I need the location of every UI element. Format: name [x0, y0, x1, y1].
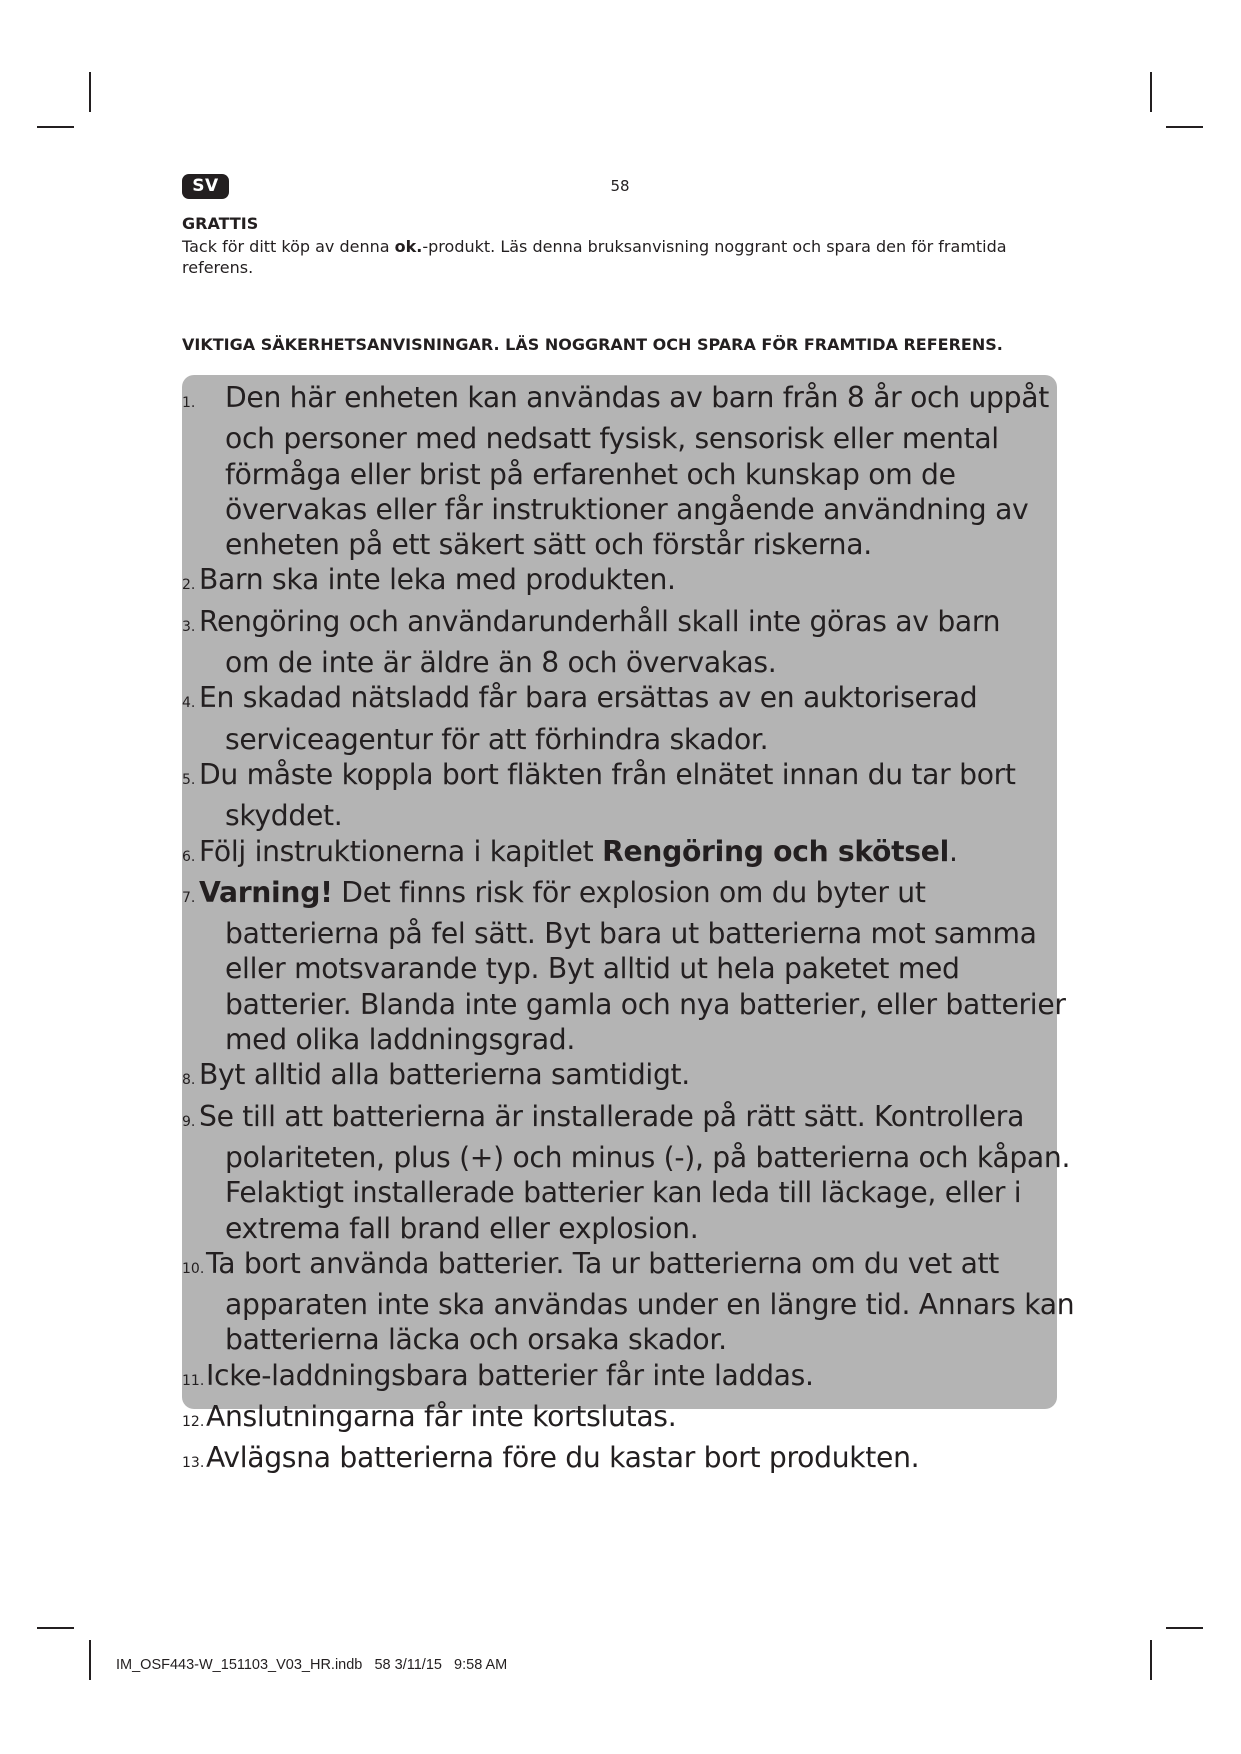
crop-mark: [1150, 1640, 1152, 1680]
safety-item: 2. Barn ska inte leka med produkten.: [182, 563, 676, 597]
page-number: 58: [610, 177, 630, 195]
safety-item: 7. Varning! Det finns risk för explosion om du byter ut batterierna på fel sätt. Byt bara ut batterierna mot samma eller motsvarande typ. Byt alltid ut hela paketet med batterier. Blanda inte gamla och nya batterier, eller batterier med olika laddningsgrad.: [182, 875, 1066, 1057]
safety-item: 4. En skadad nätsladd får bara ersättas av en auktoriserad serviceagentur för att förhindra skador.: [182, 681, 978, 756]
safety-item: 1. Den här enheten kan användas av barn från 8 år och uppåt och personer med nedsatt fysisk, sensorisk eller mental förmåga eller brist på erfarenhet och kunskap om de övervakas eller får instruktioner angående användning av enheten på ett säkert sätt och förstår riskerna.: [182, 381, 1049, 562]
crop-mark: [1166, 126, 1203, 128]
safety-item: 10.Ta bort använda batterier. Ta ur batterierna om du vet att apparaten inte ska användas under en längre tid. Annars kan batterierna läcka och orsaka skador.: [182, 1246, 1075, 1357]
safety-item: 5. Du måste koppla bort fläkten från elnätet innan du tar bort skyddet.: [182, 757, 1016, 833]
crop-mark: [89, 72, 91, 112]
safety-item: 12.Anslutningarna får inte kortslutas.: [182, 1400, 677, 1434]
crop-mark: [37, 1627, 74, 1629]
brand-name: ok.: [394, 237, 423, 256]
safety-item: 8. Byt alltid alla batterierna samtidigt.: [182, 1058, 690, 1092]
safety-item: 3. Rengöring och användarunderhåll skall inte göras av barn om de inte är äldre än 8 och övervakas.: [182, 604, 1001, 680]
language-badge: SV: [182, 174, 229, 199]
safety-list: [182, 380, 1075, 1482]
crop-mark: [37, 126, 74, 128]
print-footer: IM_OSF443-W_151103_V03_HR.indb 58 3/11/15 9:58 AM: [116, 1657, 508, 1673]
crop-mark: [1150, 72, 1152, 112]
safety-title: VIKTIGA SÄKERHETSANVISNINGAR. LÄS NOGGRANT OCH SPARA FÖR FRAMTIDA REFERENS.: [182, 335, 1003, 354]
crop-mark: [1166, 1627, 1203, 1629]
intro-heading: GRATTIS: [182, 214, 259, 233]
crop-mark: [89, 1640, 91, 1680]
safety-item: 11.Icke-laddningsbara batterier får inte laddas.: [182, 1358, 814, 1392]
safety-item: 9. Se till att batterierna är installerade på rätt sätt. Kontrollera polariteten, plus (+) och minus (-), på batterierna och kåpan. Felaktigt installerade batterier kan leda till läckage, eller i extrema fall brand eller explosion.: [182, 1099, 1071, 1245]
safety-item: 6. Följ instruktionerna i kapitlet Rengöring och skötsel.: [182, 834, 958, 868]
safety-item: 13.Avlägsna batterierna före du kastar bort produkten.: [182, 1441, 920, 1475]
intro-text: Tack för ditt köp av denna ok.-produkt. Läs denna bruksanvisning noggrant och spara den för framtida referens.: [182, 237, 1007, 277]
